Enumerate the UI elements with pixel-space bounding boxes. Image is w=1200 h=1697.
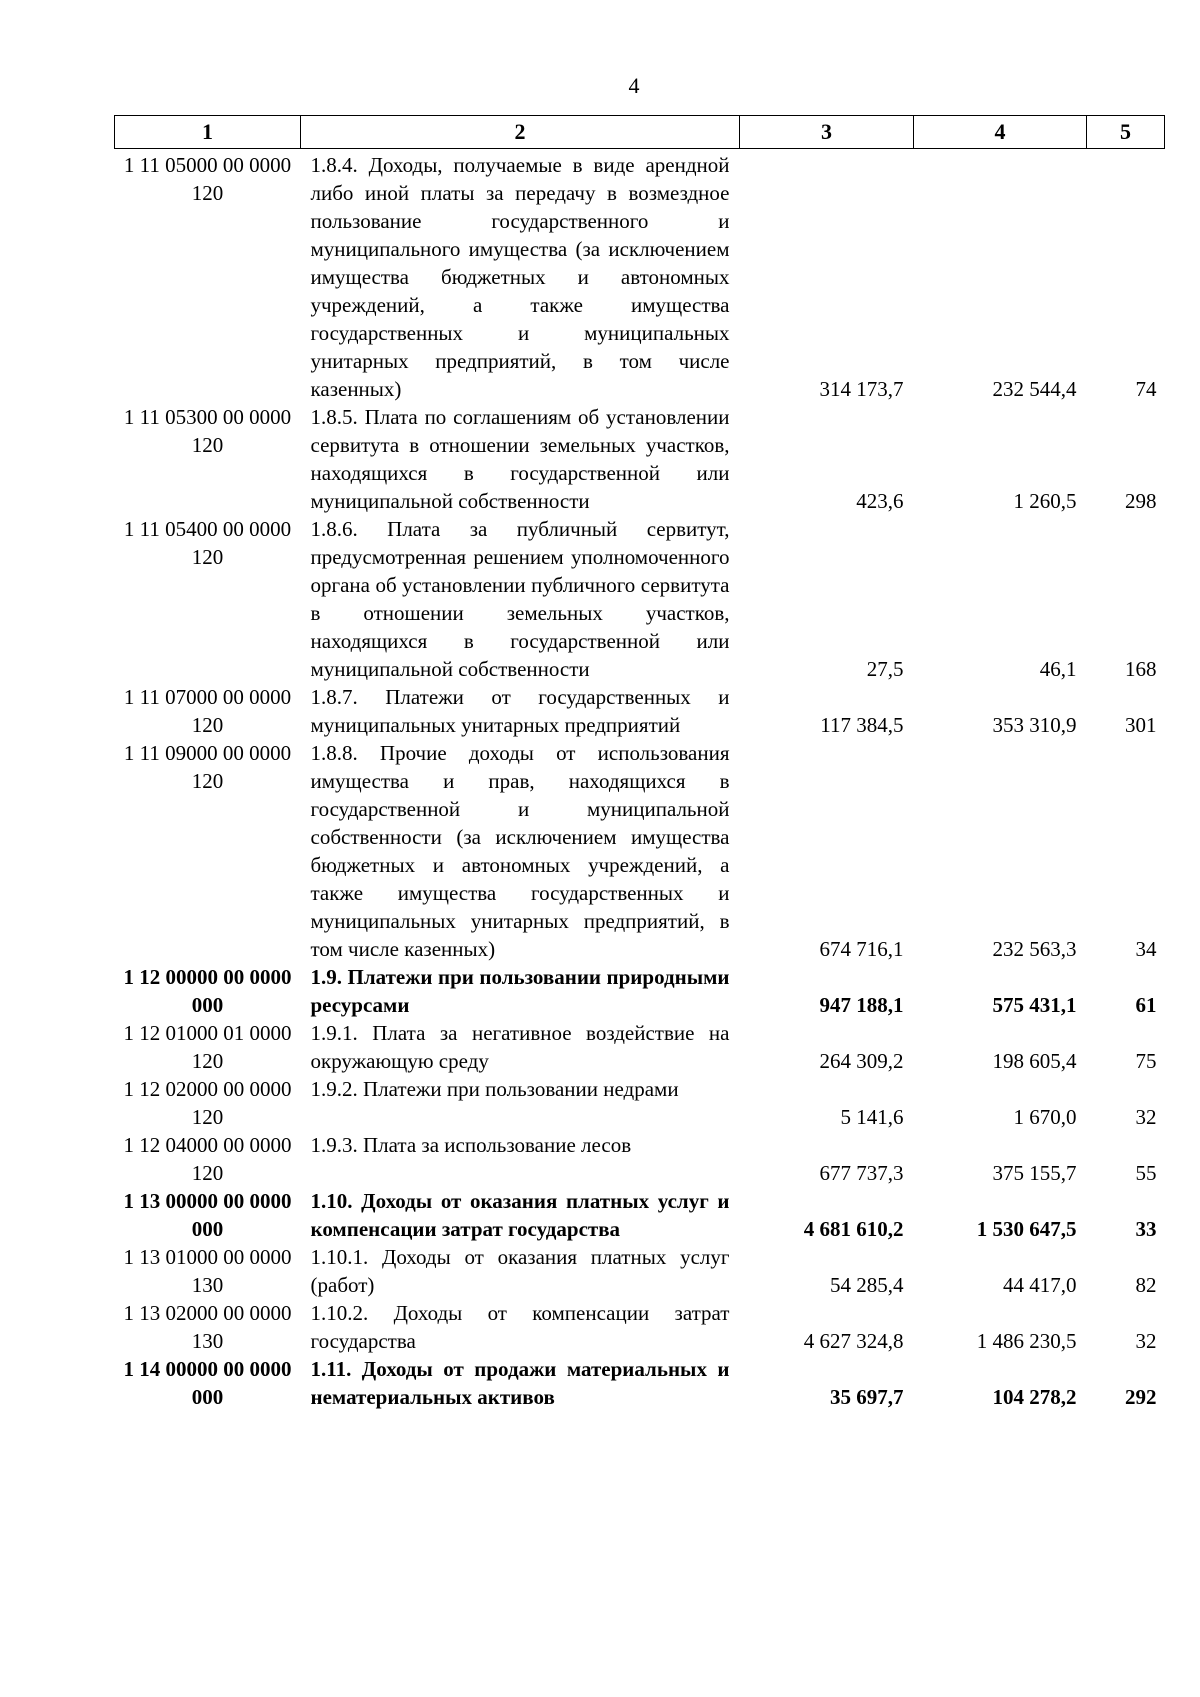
revenue-name-cell: 1.10.2. Доходы от компенсации затрат государства xyxy=(310,1301,730,1353)
amount-col3-cell: 4 627 324,8 xyxy=(803,1329,904,1353)
amount-col3-cell: 264 309,2 xyxy=(819,1049,904,1073)
amount-col3-cell: 27,5 xyxy=(866,657,904,681)
revenue-name-cell: 1.9.2. Платежи при пользовании недрами xyxy=(310,1077,679,1101)
amount-col4-cell: 104 278,2 xyxy=(992,1385,1077,1409)
table-row xyxy=(115,683,1165,739)
percent-col5-cell: 61 xyxy=(1135,993,1157,1017)
revenue-name-cell: 1.11. Доходы от продажи материальных и нематериальных активов xyxy=(310,1357,730,1409)
table-row xyxy=(115,1187,1165,1243)
amount-col4-cell: 375 155,7 xyxy=(992,1161,1077,1185)
revenue-name-cell: 1.8.4. Доходы, получаемые в виде арендной либо иной платы за передачу в возмездное пользование государственного и муниципального имущества (за исключением имущества бюджетных и автономных учреждений, а также имущества государственных и муниципальных унитарных предприятий, в том числе казенных) xyxy=(310,153,730,401)
table-row xyxy=(115,739,1165,963)
revenue-name-cell: 1.9. Платежи при пользовании природными ресурсами xyxy=(310,965,730,1017)
percent-col5-cell: 74 xyxy=(1135,377,1157,401)
amount-col3-cell: 423,6 xyxy=(856,489,904,513)
amount-col4-cell: 232 544,4 xyxy=(992,377,1077,401)
amount-col3-cell: 947 188,1 xyxy=(819,993,904,1017)
revenue-name-cell: 1.10.1. Доходы от оказания платных услуг (работ) xyxy=(310,1245,730,1297)
table-row xyxy=(115,1019,1165,1075)
table-header-row xyxy=(115,116,1165,149)
amount-col4-cell: 1 670,0 xyxy=(1013,1105,1077,1129)
amount-col4-cell: 575 431,1 xyxy=(992,993,1077,1017)
amount-col4-cell: 232 563,3 xyxy=(992,937,1077,961)
budget-code-cell: 1 13 02000 00 0000 130 xyxy=(123,1301,292,1353)
percent-col5-cell: 32 xyxy=(1135,1329,1157,1353)
table-header xyxy=(115,116,1165,149)
percent-col5-cell: 301 xyxy=(1125,713,1157,737)
table-row xyxy=(115,1299,1165,1355)
amount-col4-cell: 44 417,0 xyxy=(1003,1273,1077,1297)
revenue-table xyxy=(114,115,1165,1411)
percent-col5-cell: 82 xyxy=(1135,1273,1157,1297)
revenue-name-cell: 1.8.8. Прочие доходы от использования имущества и прав, находящихся в государственной и муниципальной собственности (за исключением имущества бюджетных и автономных учреждений, а также имущества государственных и муниципальных унитарных предприятий, в том числе казенных) xyxy=(310,741,730,961)
percent-col5-cell: 33 xyxy=(1135,1217,1157,1241)
table-row xyxy=(115,403,1165,515)
percent-col5-cell: 292 xyxy=(1125,1385,1157,1409)
budget-code-cell: 1 11 07000 00 0000 120 xyxy=(123,685,292,737)
budget-code-cell: 1 12 01000 01 0000 120 xyxy=(123,1021,292,1073)
header-col-3: 3 xyxy=(740,116,914,149)
amount-col3-cell: 677 737,3 xyxy=(819,1161,904,1185)
revenue-name-cell: 1.9.3. Плата за использование лесов xyxy=(310,1133,632,1157)
percent-col5-cell: 75 xyxy=(1135,1049,1157,1073)
revenue-name-cell: 1.10. Доходы от оказания платных услуг и компенсации затрат государства xyxy=(310,1189,730,1241)
percent-col5-cell: 32 xyxy=(1135,1105,1157,1129)
amount-col3-cell: 4 681 610,2 xyxy=(803,1217,904,1241)
revenue-name-cell: 1.8.5. Плата по соглашениям об установлении сервитута в отношении земельных участков, находящихся в государственной или муниципальной собственности xyxy=(310,405,730,513)
revenue-name-cell: 1.9.1. Плата за негативное воздействие на окружающую среду xyxy=(310,1021,730,1073)
table-row xyxy=(115,1355,1165,1411)
budget-code-cell: 1 14 00000 00 0000 000 xyxy=(123,1357,292,1409)
budget-code-cell: 1 12 02000 00 0000 120 xyxy=(123,1077,292,1129)
revenue-name-cell: 1.8.7. Платежи от государственных и муниципальных унитарных предприятий xyxy=(310,685,730,737)
table-row xyxy=(115,1131,1165,1187)
budget-code-cell: 1 13 00000 00 0000 000 xyxy=(123,1189,292,1241)
table-row xyxy=(115,149,1165,404)
header-col-2: 2 xyxy=(301,116,740,149)
amount-col3-cell: 35 697,7 xyxy=(830,1385,904,1409)
header-col-1: 1 xyxy=(115,116,301,149)
percent-col5-cell: 298 xyxy=(1125,489,1157,513)
amount-col4-cell: 1 260,5 xyxy=(1013,489,1077,513)
table-row xyxy=(115,963,1165,1019)
amount-col4-cell: 353 310,9 xyxy=(992,713,1077,737)
budget-code-cell: 1 11 05400 00 0000 120 xyxy=(123,517,292,569)
amount-col4-cell: 1 530 647,5 xyxy=(976,1217,1077,1241)
header-col-4: 4 xyxy=(914,116,1087,149)
amount-col3-cell: 117 384,5 xyxy=(820,713,904,737)
page-number: 4 xyxy=(628,73,640,98)
amount-col4-cell: 46,1 xyxy=(1039,657,1077,681)
budget-code-cell: 1 11 05300 00 0000 120 xyxy=(123,405,292,457)
budget-code-cell: 1 11 09000 00 0000 120 xyxy=(123,741,292,793)
amount-col4-cell: 1 486 230,5 xyxy=(976,1329,1077,1353)
budget-code-cell: 1 12 00000 00 0000 000 xyxy=(123,965,292,1017)
amount-col3-cell: 5 141,6 xyxy=(840,1105,904,1129)
table-body xyxy=(115,149,1165,1412)
revenue-name-cell: 1.8.6. Плата за публичный сервитут, предусмотренная решением уполномоченного органа об установлении публичного сервитута в отношении земельных участков, находящихся в государственной или муниципальной собственности xyxy=(310,517,730,681)
amount-col3-cell: 54 285,4 xyxy=(830,1273,904,1297)
table-row xyxy=(115,515,1165,683)
amount-col4-cell: 198 605,4 xyxy=(992,1049,1077,1073)
header-col-5: 5 xyxy=(1087,116,1165,149)
amount-col3-cell: 674 716,1 xyxy=(819,937,904,961)
budget-code-cell: 1 11 05000 00 0000 120 xyxy=(123,153,292,205)
budget-code-cell: 1 12 04000 00 0000 120 xyxy=(123,1133,292,1185)
percent-col5-cell: 34 xyxy=(1135,937,1157,961)
amount-col3-cell: 314 173,7 xyxy=(819,377,904,401)
percent-col5-cell: 168 xyxy=(1125,657,1157,681)
budget-code-cell: 1 13 01000 00 0000 130 xyxy=(123,1245,292,1297)
percent-col5-cell: 55 xyxy=(1135,1161,1157,1185)
table-row xyxy=(115,1075,1165,1131)
table-row xyxy=(115,1243,1165,1299)
